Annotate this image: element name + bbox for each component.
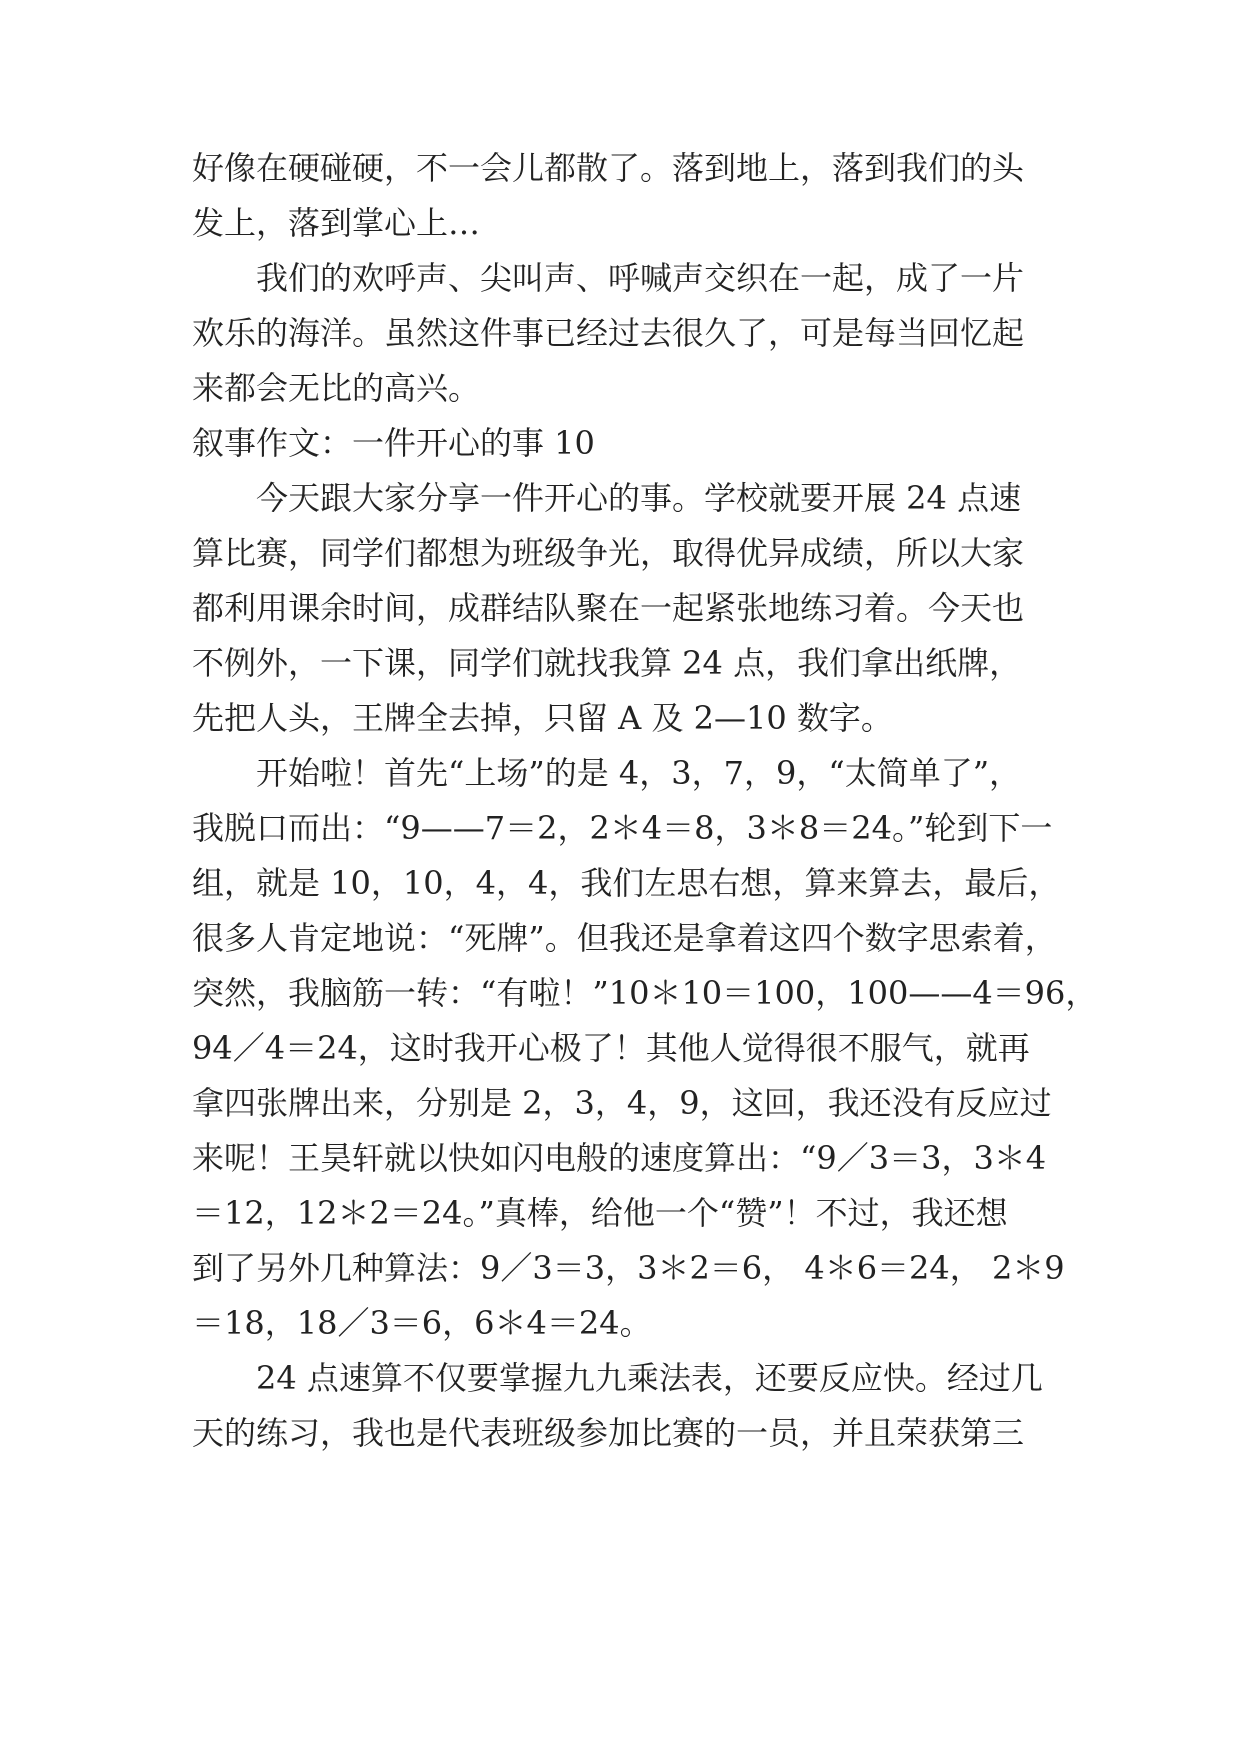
paragraph-line: ＝18，18／3＝6，6＊4＝24。 bbox=[192, 1304, 652, 1342]
paragraph-line: 欢乐的海洋。虽然这件事已经过去很久了，可是每当回忆起 bbox=[192, 314, 1025, 352]
paragraph-line: 到了另外几种算法：9／3＝3，3＊2＝6， 4＊6＝24， 2＊9 bbox=[192, 1249, 1065, 1287]
paragraph-line: 不例外，一下课，同学们就找我算 24 点，我们拿出纸牌， bbox=[192, 644, 1022, 682]
paragraph-line: 很多人肯定地说：“死牌”。但我还是拿着这四个数字思索着， bbox=[192, 919, 1057, 957]
paragraph-line: 突然，我脑筋一转：“有啦！”10＊10＝100，100——4＝96， bbox=[192, 974, 1098, 1012]
paragraph-line: 发上，落到掌心上… bbox=[192, 204, 481, 242]
paragraph-line: 24 点速算不仅要掌握九九乘法表，还要反应快。经过几 bbox=[256, 1359, 1043, 1397]
paragraph-line: 今天跟大家分享一件开心的事。学校就要开展 24 点速 bbox=[256, 479, 1022, 517]
paragraph-line: 先把人头，王牌全去掉，只留 A 及 2—10 数字。 bbox=[192, 699, 893, 737]
paragraph-line: 我脱口而出：“9——7＝2，2＊4＝8，3＊8＝24。”轮到下一 bbox=[192, 809, 1053, 847]
paragraph-line: 算比赛，同学们都想为班级争光，取得优异成绩，所以大家 bbox=[192, 534, 1025, 572]
paragraph-line: 来呢！王昊轩就以快如闪电般的速度算出：“9／3＝3，3＊4 bbox=[192, 1139, 1047, 1177]
paragraph-line: 组，就是 10，10，4，4，我们左思右想，算来算去，最后， bbox=[192, 864, 1061, 902]
paragraph-line: 我们的欢呼声、尖叫声、呼喊声交织在一起，成了一片 bbox=[256, 259, 1025, 297]
paragraph-line: 都利用课余时间，成群结队聚在一起紧张地练习着。今天也 bbox=[192, 589, 1025, 627]
paragraph-line: 拿四张牌出来，分别是 2，3，4，9，这回，我还没有反应过 bbox=[192, 1084, 1052, 1122]
section-heading: 叙事作文：一件开心的事 10 bbox=[192, 424, 595, 462]
paragraph-line: 好像在硬碰硬，不一会儿都散了。落到地上，落到我们的头 bbox=[192, 149, 1025, 187]
paragraph-line: 开始啦！首先“上场”的是 4，3，7，9，“太简单了”， bbox=[256, 754, 1022, 792]
paragraph-line: 天的练习，我也是代表班级参加比赛的一员，并且荣获第三 bbox=[192, 1414, 1025, 1452]
paragraph-line: 94／4＝24，这时我开心极了！其他人觉得很不服气，就再 bbox=[192, 1029, 1030, 1067]
paragraph-line: ＝12，12＊2＝24。”真棒，给他一个“赞”！不过，我还想 bbox=[192, 1194, 1008, 1232]
paragraph-line: 来都会无比的高兴。 bbox=[192, 369, 481, 407]
